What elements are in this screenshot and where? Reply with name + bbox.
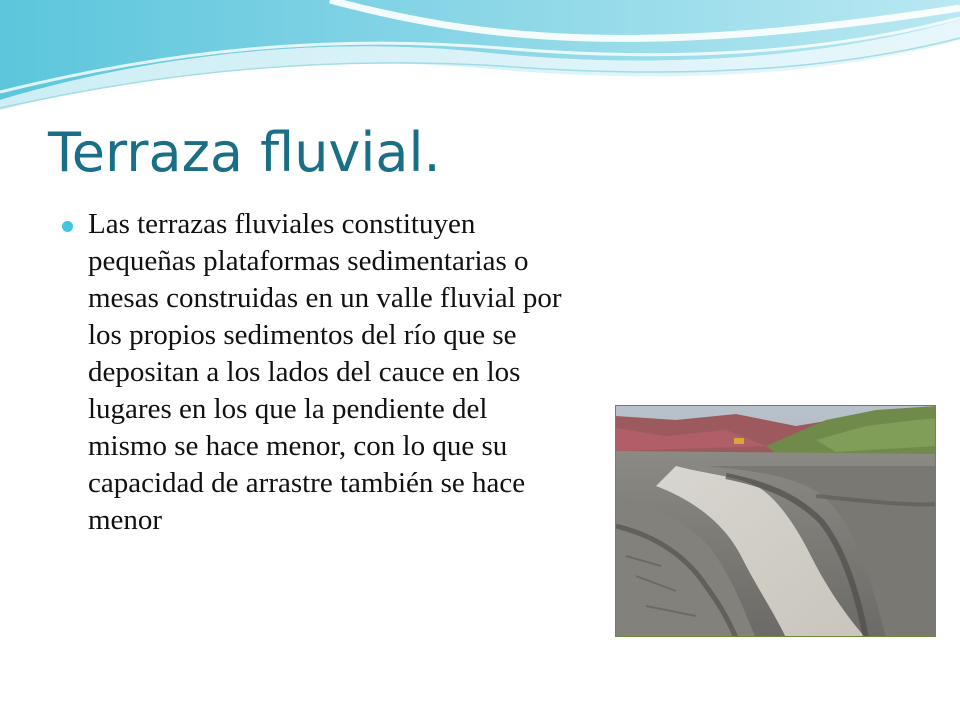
bullet-item xyxy=(62,206,562,539)
wave-banner-decoration xyxy=(0,0,960,120)
bullet-text: Las terrazas fluviales constituyen pequeñas plataformas sedimentarias o mesas construidas en un valle fluvial por los propios sedimentos del río que se depositan a los lados del cauce en los lugares en los que la pendiente del mismo se hace menor, con lo que su capacidad de arrastre también se hace menor xyxy=(88,208,562,536)
round-bullet-icon xyxy=(62,221,73,232)
river-terrace-photo xyxy=(615,405,936,637)
slide-title: Terraza fluvial. xyxy=(48,121,441,184)
river-terrace-illustration xyxy=(616,406,936,637)
bullet-list xyxy=(62,206,562,539)
